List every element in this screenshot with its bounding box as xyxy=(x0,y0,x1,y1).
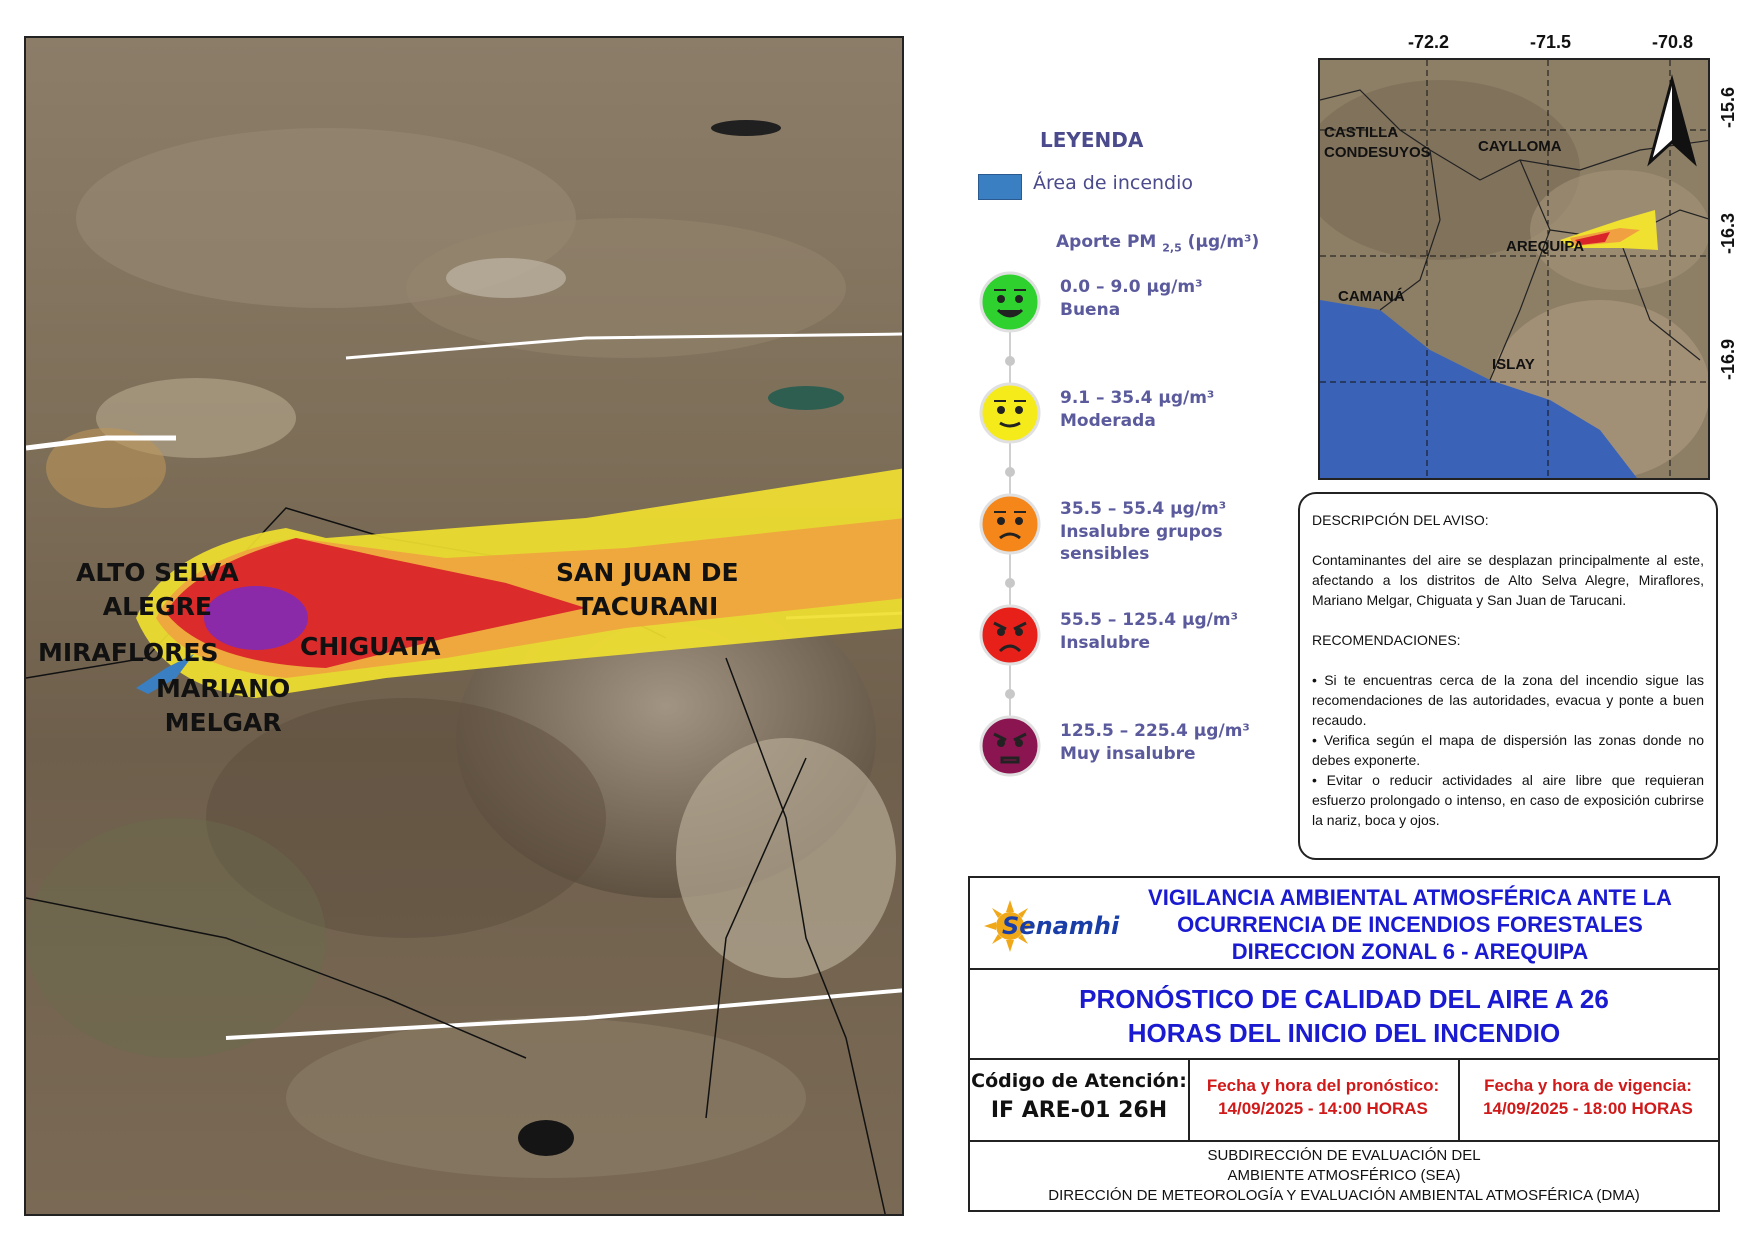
forecast-title-row xyxy=(970,970,1718,1060)
legend-range: 55.5 – 125.4 µg/m³ xyxy=(1060,610,1239,630)
description-heading: DESCRIPCIÓN DEL AVISO: xyxy=(1312,512,1489,528)
valid-date-value: 14/09/2025 - 18:00 HORAS xyxy=(1483,1099,1693,1118)
legend-range: 0.0 – 9.0 µg/m³ xyxy=(1060,277,1203,297)
inset-label-arequipa: AREQUIPA xyxy=(1506,238,1585,255)
legend-category: Muy insalubre xyxy=(1060,744,1196,764)
legend-connector-dot xyxy=(1005,467,1015,477)
forecast-date-cell xyxy=(1188,1060,1460,1140)
terrain-map-svg xyxy=(26,38,904,1216)
inset-label-condesuyos: CONDESUYOS xyxy=(1324,144,1431,161)
forecast-date-label: Fecha y hora del pronóstico: xyxy=(1206,1076,1440,1095)
recommendations-heading: RECOMENDACIONES: xyxy=(1312,632,1461,648)
lat-label: -15.6 xyxy=(1718,86,1738,128)
lat-label: -16.3 xyxy=(1718,212,1738,254)
legend-range: 35.5 – 55.4 µg/m³ xyxy=(1060,499,1227,519)
code-dates-row xyxy=(970,1060,1718,1142)
code-label: Código de Atención: xyxy=(971,1070,1187,1092)
legend-connector-dot xyxy=(1005,578,1015,588)
legend-connector-dot xyxy=(1005,356,1015,366)
legend-connector-dot xyxy=(1005,689,1015,699)
code-cell xyxy=(970,1060,1190,1140)
forecast-date-value: 14/09/2025 - 14:00 HORAS xyxy=(1218,1099,1428,1118)
legend-category: Insalubre grupos sensibles xyxy=(1060,522,1223,564)
legend-category: Insalubre xyxy=(1060,633,1151,653)
inset-label-castilla: CASTILLA xyxy=(1324,124,1399,141)
code-value: IF ARE-01 26H xyxy=(990,1098,1168,1123)
legend-range: 9.1 – 35.4 µg/m³ xyxy=(1060,388,1215,408)
label-alto-selva-alegre: ALTO SELVA ALEGRE xyxy=(76,558,239,621)
valid-date-cell xyxy=(1458,1060,1718,1140)
lon-label: -71.5 xyxy=(1530,32,1572,52)
inset-label-islay: ISLAY xyxy=(1492,356,1535,373)
fire-area-label: Área de incendio xyxy=(1033,172,1194,194)
inset-map-svg xyxy=(1320,60,1710,480)
inset-label-camana: CAMANÁ xyxy=(1338,288,1405,305)
legend-category: Buena xyxy=(1060,300,1121,320)
footer-credits: SUBDIRECCIÓN DE EVALUACIÓN DEL AMBIENTE ATMOSFÉRICO (SEA) DIRECCIÓN DE METEOROLOGÍA Y EVALUACIÓN AMBIENTAL ATMOSFÉRICA (DMA) xyxy=(1048,1147,1640,1204)
main-map[interactable] xyxy=(24,36,904,1216)
smile-face-icon xyxy=(978,270,1042,334)
valid-date-label: Fecha y hora de vigencia: xyxy=(1484,1076,1692,1095)
forecast-title: PRONÓSTICO DE CALIDAD DEL AIRE A 26 HORAS DEL INICIO DEL INCENDIO xyxy=(1079,984,1609,1048)
inset-locator-map[interactable] xyxy=(1318,58,1710,480)
pm-title: Aporte PM $_{2,5}$ (µg/m³) xyxy=(1056,232,1260,255)
legend-category: Moderada xyxy=(1060,411,1156,431)
very-angry-face-icon xyxy=(978,714,1042,778)
fire-area-swatch xyxy=(978,174,1022,200)
title-block xyxy=(968,876,1720,1212)
lon-label: -72.2 xyxy=(1408,32,1450,52)
recommendation-item: • Verifica según el mapa de dispersión las zonas donde no debes exponerte. xyxy=(1312,732,1704,768)
recommendations-list xyxy=(1312,670,1704,830)
unhappy-face-icon xyxy=(978,492,1042,556)
inset-label-caylloma: CAYLLOMA xyxy=(1478,138,1562,155)
label-miraflores: MIRAFLORES xyxy=(38,638,219,667)
legend-range: 125.5 – 225.4 µg/m³ xyxy=(1060,721,1250,741)
recommendation-item: • Evitar o reducir actividades al aire libre que requieran esfuerzo prolongado o intenso, en caso de exposición cubrirse la nariz, boca y ojos. xyxy=(1312,772,1704,828)
lon-label: -70.8 xyxy=(1652,32,1694,52)
recommendation-item: • Si te encuentras cerca de la zona del incendio sigue las recomendaciones de las autoridades, evacua y ponte a buen recaudo. xyxy=(1312,672,1704,728)
lat-label: -16.9 xyxy=(1718,338,1738,380)
neutral-smile-face-icon xyxy=(978,381,1042,445)
label-chiguata: CHIGUATA xyxy=(300,632,441,661)
legend-title: LEYENDA xyxy=(1040,128,1144,152)
angry-face-icon xyxy=(978,603,1042,667)
label-mariano-melgar: MARIANO MELGAR xyxy=(156,674,291,737)
label-san-juan-de-tacurani: SAN JUAN DE TACURANI xyxy=(556,558,739,621)
senamhi-logo: Senamhi xyxy=(984,900,1108,952)
description-box xyxy=(1298,492,1718,860)
description-text: Contaminantes del aire se desplazan principalmente al este, afectando a los distritos de Alto Selva Alegre, Miraflores, Mariano Melgar, Chiguata y San Juan de Tarucani. xyxy=(1312,552,1704,608)
header-title: VIGILANCIA AMBIENTAL ATMOSFÉRICA ANTE LA OCURRENCIA DE INCENDIOS FORESTALES DIRECCION ZONAL 6 - AREQUIPA xyxy=(1148,885,1672,964)
header-row xyxy=(970,878,1718,970)
